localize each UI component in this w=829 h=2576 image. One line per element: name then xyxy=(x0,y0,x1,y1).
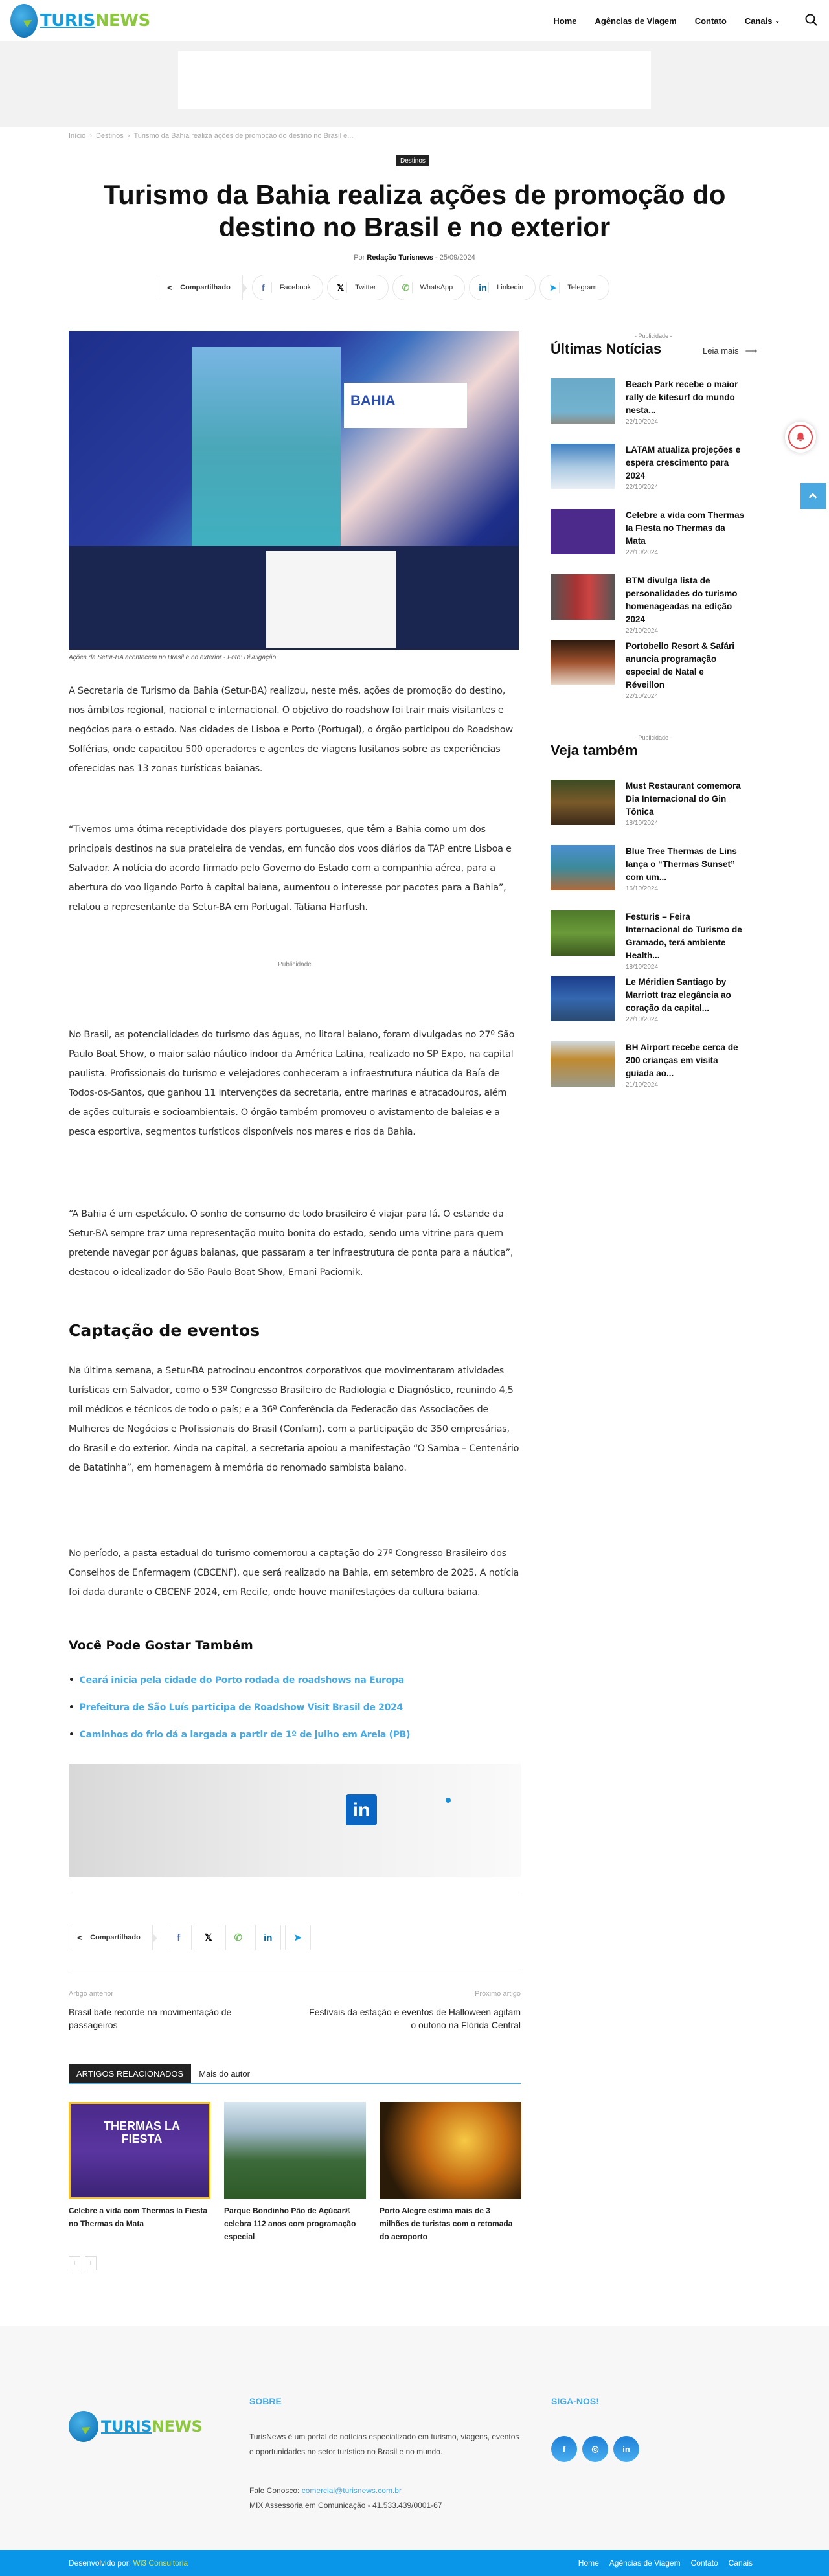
related-tabs xyxy=(69,2064,521,2084)
share-linkedin-button[interactable] xyxy=(469,275,536,300)
share-linkedin-label: Linkedin xyxy=(497,284,524,291)
author-link[interactable]: Redação Turisnews xyxy=(367,254,433,262)
nav-contato[interactable]: Contato xyxy=(694,16,727,26)
related-card[interactable] xyxy=(380,2102,521,2243)
nav-canais[interactable] xyxy=(745,16,780,26)
publish-date: 25/09/2024 xyxy=(439,254,475,262)
related-pagination xyxy=(69,2256,97,2270)
footer-nav-canais[interactable]: Canais xyxy=(728,2559,753,2568)
breadcrumb xyxy=(69,132,353,140)
prev-next-nav xyxy=(69,1990,521,2031)
site-footer xyxy=(0,2326,829,2550)
image-counter-region xyxy=(266,551,396,648)
nav-agencias[interactable]: Agências de Viagem xyxy=(595,16,677,26)
category-tag[interactable]: Destinos xyxy=(396,155,429,166)
footer-nav-contato[interactable]: Contato xyxy=(690,2559,718,2568)
linkedin-icon: in xyxy=(479,282,489,293)
you-may-like-link-text[interactable]: • Caminhos do frio dá a largada a partir de 1º de julho em Areia (PB) xyxy=(79,1730,411,1740)
breadcrumb-separator: › xyxy=(89,132,92,140)
you-may-like-link-text[interactable]: • Prefeitura de São Luís participa de Roadshow Visit Brasil de 2024 xyxy=(79,1702,403,1713)
article-featured-image xyxy=(69,331,519,650)
share-telegram-label: Telegram xyxy=(567,284,597,291)
facebook-icon: f xyxy=(262,282,272,293)
see-also-item[interactable] xyxy=(551,910,745,971)
you-may-like-list xyxy=(69,1674,410,1756)
footer-nav-agencias[interactable]: Agências de Viagem xyxy=(609,2559,681,2568)
share-linkedin-icon[interactable]: in xyxy=(255,1925,281,1950)
sidebar-ad-label: - Publicidade - xyxy=(635,333,672,339)
read-more-link[interactable] xyxy=(703,346,757,356)
latest-news-item[interactable] xyxy=(551,509,745,554)
next-article-link[interactable]: Festivais da estação e eventos de Halloween agitam o outono na Flórida Central xyxy=(309,2007,521,2030)
byline-separator: - xyxy=(435,254,438,262)
next-article xyxy=(307,1990,521,2031)
you-may-like-link-text[interactable]: • Ceará inicia pela cidade do Porto rodada de roadshows na Europa xyxy=(79,1675,404,1686)
site-header xyxy=(0,0,829,41)
section-heading: Captação de eventos xyxy=(69,1321,260,1340)
news-title: Le Méridien Santiago by Marriott traz elegância ao coração da capital... xyxy=(626,977,731,1013)
footer-bottom-bar xyxy=(0,2550,829,2576)
prev-article xyxy=(69,1990,263,2031)
article-paragraph: No período, a pasta estadual do turismo comemorou a captação do 27º Congresso Brasileiro dos Conselhos de Enfermagem (CBCENF), que será realizado na Bahia, em setembro de 2025. A notícia foi dada durante o CBCENF 2024, em Recife, onde houve manifestações da cultura baiana. xyxy=(69,1548,519,1598)
news-date: 22/10/2024 xyxy=(626,549,659,556)
you-may-like-link[interactable] xyxy=(69,1674,410,1687)
bell-icon xyxy=(788,425,813,449)
news-thumbnail xyxy=(551,910,615,956)
see-also-item[interactable] xyxy=(551,780,745,825)
prev-article-label: Artigo anterior xyxy=(69,1990,114,1998)
article-paragraph: “A Bahia é um espetáculo. O sonho de consumo de todo brasileiro é viajar para lá. O estande da Setur-BA sempre traz uma representação muito bonita do estado, sendo uma vitrine para quem pretende navegar por águas baianas, que passaram a ter infraestrutura de ponta para a náutica”, destacou o idealizador do São Paulo Boat Show, Ernani Paciornik. xyxy=(69,1209,514,1278)
share-telegram-button[interactable] xyxy=(539,275,609,300)
image-bahia-banner: BAHIA xyxy=(344,383,467,428)
news-date: 22/10/2024 xyxy=(626,484,659,491)
share-x-icon[interactable]: 𝕏 xyxy=(196,1925,221,1950)
nav-home[interactable]: Home xyxy=(553,16,577,26)
arrow-right-icon: ⟶ xyxy=(745,346,758,356)
breadcrumb-separator: › xyxy=(127,132,130,140)
logo-text-news: NEWS xyxy=(152,2417,203,2435)
news-title: LATAM atualiza projeções e espera crescimento para 2024 xyxy=(626,445,741,480)
read-more-label: Leia mais xyxy=(703,346,739,356)
share-label xyxy=(159,275,243,300)
latest-news-list xyxy=(551,378,745,705)
sidebar-ad-label: - Publicidade - xyxy=(635,734,672,741)
related-title: Celebre a vida com Thermas la Fiesta no Thermas da Mata xyxy=(69,2206,208,2228)
developer-credit xyxy=(69,2559,188,2568)
footer-nav-home[interactable]: Home xyxy=(578,2559,599,2568)
footer-contact xyxy=(249,2483,442,2513)
top-ad-slot[interactable] xyxy=(178,51,651,109)
news-title: Beach Park recebe o maior rally de kitesurf do mundo nesta... xyxy=(626,379,738,415)
main-nav xyxy=(553,16,780,26)
footer-nav xyxy=(578,2559,753,2568)
news-thumbnail xyxy=(551,509,615,554)
logo-text-news: NEWS xyxy=(95,11,150,30)
news-title: Portobello Resort & Safári anuncia programação especial de Natal e Réveillon xyxy=(626,641,735,690)
news-date: 22/10/2024 xyxy=(626,1016,659,1023)
news-date: 18/10/2024 xyxy=(626,820,659,827)
share-bar-bottom xyxy=(69,1925,311,1950)
share-facebook-icon[interactable]: f xyxy=(166,1925,192,1950)
news-title: Blue Tree Thermas de Lins lança o “Thermas Sunset” com um... xyxy=(626,846,737,882)
nav-canais-label: Canais xyxy=(744,16,773,26)
facebook-icon[interactable]: f xyxy=(551,2436,577,2462)
share-whatsapp-icon[interactable]: ✆ xyxy=(225,1925,251,1950)
related-image xyxy=(224,2102,366,2199)
news-thumbnail xyxy=(551,845,615,890)
article-paragraph: “Tivemos uma ótima receptividade dos players portugueses, que têm a Bahia como um dos principais destinos na sua prateleira de vendas, em função dos voos diários da TAP entre Lisboa e Salvador. A notícia do acordo firmado pelo Governo do Estado com a companhia aérea, para a abertura do voo ligando Porto à capital baiana, aumentou o interesse por pacotes para a Bahia”, relatou a representante da Setur-BA em Portugal, Tatiana Harfush. xyxy=(69,824,512,912)
prev-article-link[interactable]: Brasil bate recorde na movimentação de passageiros xyxy=(69,2007,232,2030)
next-article-label: Próximo artigo xyxy=(475,1990,521,1998)
news-thumbnail xyxy=(551,378,615,424)
instagram-icon[interactable]: ◎ xyxy=(582,2436,608,2462)
byline-prefix: Por xyxy=(354,254,365,262)
social-links xyxy=(551,2436,639,2462)
footer-follow-heading: SIGA-NOS! xyxy=(551,2396,599,2406)
share-facebook-label: Facebook xyxy=(279,284,312,291)
breadcrumb-current: Turismo da Bahia realiza ações de promoção do destino no Brasil e... xyxy=(133,132,354,140)
you-may-like-heading: Você Pode Gostar Também xyxy=(69,1638,253,1653)
related-next-button[interactable]: › xyxy=(85,2256,97,2270)
contact-email-link[interactable]: comercial@turisnews.com.br xyxy=(301,2486,402,2495)
news-thumbnail xyxy=(551,780,615,825)
related-image xyxy=(69,2102,210,2199)
scroll-to-top-button[interactable] xyxy=(800,483,826,509)
news-thumbnail xyxy=(551,1041,615,1087)
share-bar-top xyxy=(159,275,609,300)
news-date: 22/10/2024 xyxy=(626,418,659,425)
latest-news-item[interactable] xyxy=(551,574,745,635)
news-thumbnail xyxy=(551,976,615,1021)
related-image xyxy=(380,2102,521,2199)
x-twitter-icon: 𝕏 xyxy=(337,282,347,293)
news-title: BTM divulga lista de personalidades do turismo homenageadas na edição 2024 xyxy=(626,576,738,624)
linkedin-logo-icon: in xyxy=(346,1794,377,1825)
logo-text-turis: TURIS xyxy=(40,11,95,30)
image-caption: Ações da Setur-BA acontecem no Brasil e no exterior - Foto: Divulgação xyxy=(69,654,277,661)
news-date: 22/10/2024 xyxy=(626,693,659,700)
news-date: 18/10/2024 xyxy=(626,964,659,971)
see-also-heading: Veja também xyxy=(551,742,638,758)
related-prev-button[interactable]: ‹ xyxy=(69,2256,80,2270)
news-date: 16/10/2024 xyxy=(626,885,659,892)
footer-logo[interactable] xyxy=(69,2411,202,2442)
article-paragraph: A Secretaria de Turismo da Bahia (Setur-BA) realizou, neste mês, ações de promoção do destino, nos âmbitos regional, nacional e internacional. O objetivo do roadshow foi trair mais visitantes e negócios para o estado. Nas cidades de Lisboa e Porto (Portugal), o órgão participou do Roadshow Solférias, onde capacitou 500 operadores e agentes de viagens lusitanos sobre as experiências oferecidas nas 13 zonas turísticas baianas. xyxy=(69,686,513,774)
news-title: Festuris – Feira Internacional do Turismo de Gramado, terá ambiente Health... xyxy=(626,912,742,960)
contact-prefix: Fale Conosco: xyxy=(249,2486,300,2495)
share-whatsapp-label: WhatsApp xyxy=(420,284,453,291)
news-thumbnail xyxy=(551,574,615,620)
latest-news-item[interactable] xyxy=(551,444,745,489)
globe-logo-icon xyxy=(10,4,38,38)
globe-logo-icon xyxy=(69,2411,98,2442)
news-thumbnail xyxy=(551,444,615,489)
news-date: 22/10/2024 xyxy=(626,627,659,635)
byline xyxy=(0,254,829,262)
tab-related-articles[interactable]: ARTIGOS RELACIONADOS xyxy=(69,2064,191,2083)
share-label xyxy=(69,1925,153,1950)
you-may-like-link[interactable] xyxy=(69,1701,410,1714)
breadcrumb-home[interactable]: Início xyxy=(69,132,86,140)
image-screen-region xyxy=(192,347,341,548)
share-twitter-label: Twitter xyxy=(355,284,376,291)
share-telegram-icon[interactable]: ➤ xyxy=(285,1925,311,1950)
share-whatsapp-button[interactable] xyxy=(392,275,466,300)
share-icon: < xyxy=(77,1932,83,1943)
dev-company-link[interactable]: Wi3 Consultoria xyxy=(133,2559,188,2568)
news-title: Must Restaurant comemora Dia Internacional do Gin Tônica xyxy=(626,781,741,817)
news-thumbnail xyxy=(551,640,615,685)
chevron-down-icon: ⌄ xyxy=(775,17,780,24)
linkedin-ad-banner[interactable] xyxy=(69,1764,521,1877)
article-paragraph: No Brasil, as potencialidades do turismo das águas, no litoral baiano, foram divulgadas no 27º São Paulo Boat Show, o maior salão náutico indoor da América Latina, realizado no SP Expo, na capital paulista. Profissionais do turismo e velejadores conheceram a infraestrutura náutica da Baía de Todos-os-Santos, que ganhou 11 intervenções da secretaria, entre marinas e atracadouros, além de ações culturais e socioambientais. O órgão também promoveu o avistamento de baleias e a pesca esportiva, segmentos turísticos disponíveis nos mares e rios da Bahia. xyxy=(69,1030,515,1137)
latest-news-item[interactable] xyxy=(551,640,745,700)
latest-news-item[interactable] xyxy=(551,378,745,424)
see-also-item[interactable] xyxy=(551,976,745,1021)
site-logo[interactable] xyxy=(10,4,150,38)
share-icon: < xyxy=(167,282,173,293)
inline-ad-label: Publicidade xyxy=(278,961,312,968)
news-title: Celebre a vida com Thermas la Fiesta no Thermas da Mata xyxy=(626,510,745,546)
see-also-item[interactable] xyxy=(551,1041,745,1087)
top-ad-band xyxy=(0,41,829,127)
telegram-icon: ➤ xyxy=(549,282,560,293)
logo-text-turis: TURIS xyxy=(101,2417,152,2435)
news-date: 21/10/2024 xyxy=(626,1081,659,1089)
footer-about-heading: SOBRE xyxy=(249,2396,282,2406)
share-facebook-button[interactable] xyxy=(252,275,323,300)
related-card[interactable] xyxy=(224,2102,366,2243)
related-title: Porto Alegre estima mais de 3 milhões de turistas com o retomada do aeroporto xyxy=(380,2206,513,2241)
breadcrumb-category[interactable]: Destinos xyxy=(95,132,124,140)
tab-more-from-author[interactable]: Mais do autor xyxy=(199,2069,250,2079)
article-title: Turismo da Bahia realiza ações de promoção do destino no Brasil e no exterior xyxy=(103,179,726,243)
notification-bell-button[interactable] xyxy=(785,422,816,453)
news-title: BH Airport recebe cerca de 200 crianças em visita guiada ao... xyxy=(626,1043,738,1078)
you-may-like-link[interactable] xyxy=(69,1728,410,1741)
share-label-text: Compartilhado xyxy=(90,1934,141,1941)
footer-about-text: TurisNews é um portal de notícias especializado em turismo, viagens, eventos e oportunidades no setor turístico no Brasil e no mundo. xyxy=(249,2432,519,2456)
whatsapp-icon: ✆ xyxy=(402,282,413,293)
article-paragraph: Na última semana, a Setur-BA patrocinou encontros corporativos que movimentaram atividades turísticas em Salvador, como o 53º Congresso Brasileiro de Radiologia e Diagnóstico, reunindo 4,5 mil médicos e técnicos de todo o país; e a 36ª Conferência da Federação das Associações de Mulheres de Negócios e Profissionais do Brasil (Confam), com a participação de 350 empresárias, do Brasil e do exterior. Ainda na capital, a secretaria apoiou a manifestação “O Samba – Centenário de Batatinha”, em homenagem à memória do renomado sambista baiano. xyxy=(69,1366,519,1473)
dev-prefix: Desenvolvido por: xyxy=(69,2559,131,2568)
see-also-item[interactable] xyxy=(551,845,745,890)
share-label-text: Compartilhado xyxy=(180,284,231,291)
latest-news-heading: Últimas Notícias xyxy=(551,341,662,357)
related-title: Parque Bondinho Pão de Açúcar® celebra 112 anos com programação especial xyxy=(224,2206,356,2241)
see-also-list xyxy=(551,780,745,1107)
share-twitter-button[interactable] xyxy=(327,275,388,300)
ad-dot-decoration xyxy=(446,1798,451,1803)
search-icon[interactable] xyxy=(804,13,819,27)
related-card[interactable] xyxy=(69,2102,210,2243)
linkedin-icon[interactable]: in xyxy=(613,2436,639,2462)
company-info: MIX Assessoria em Comunicação - 41.533.439/0001-67 xyxy=(249,2501,442,2510)
related-grid xyxy=(69,2102,521,2243)
